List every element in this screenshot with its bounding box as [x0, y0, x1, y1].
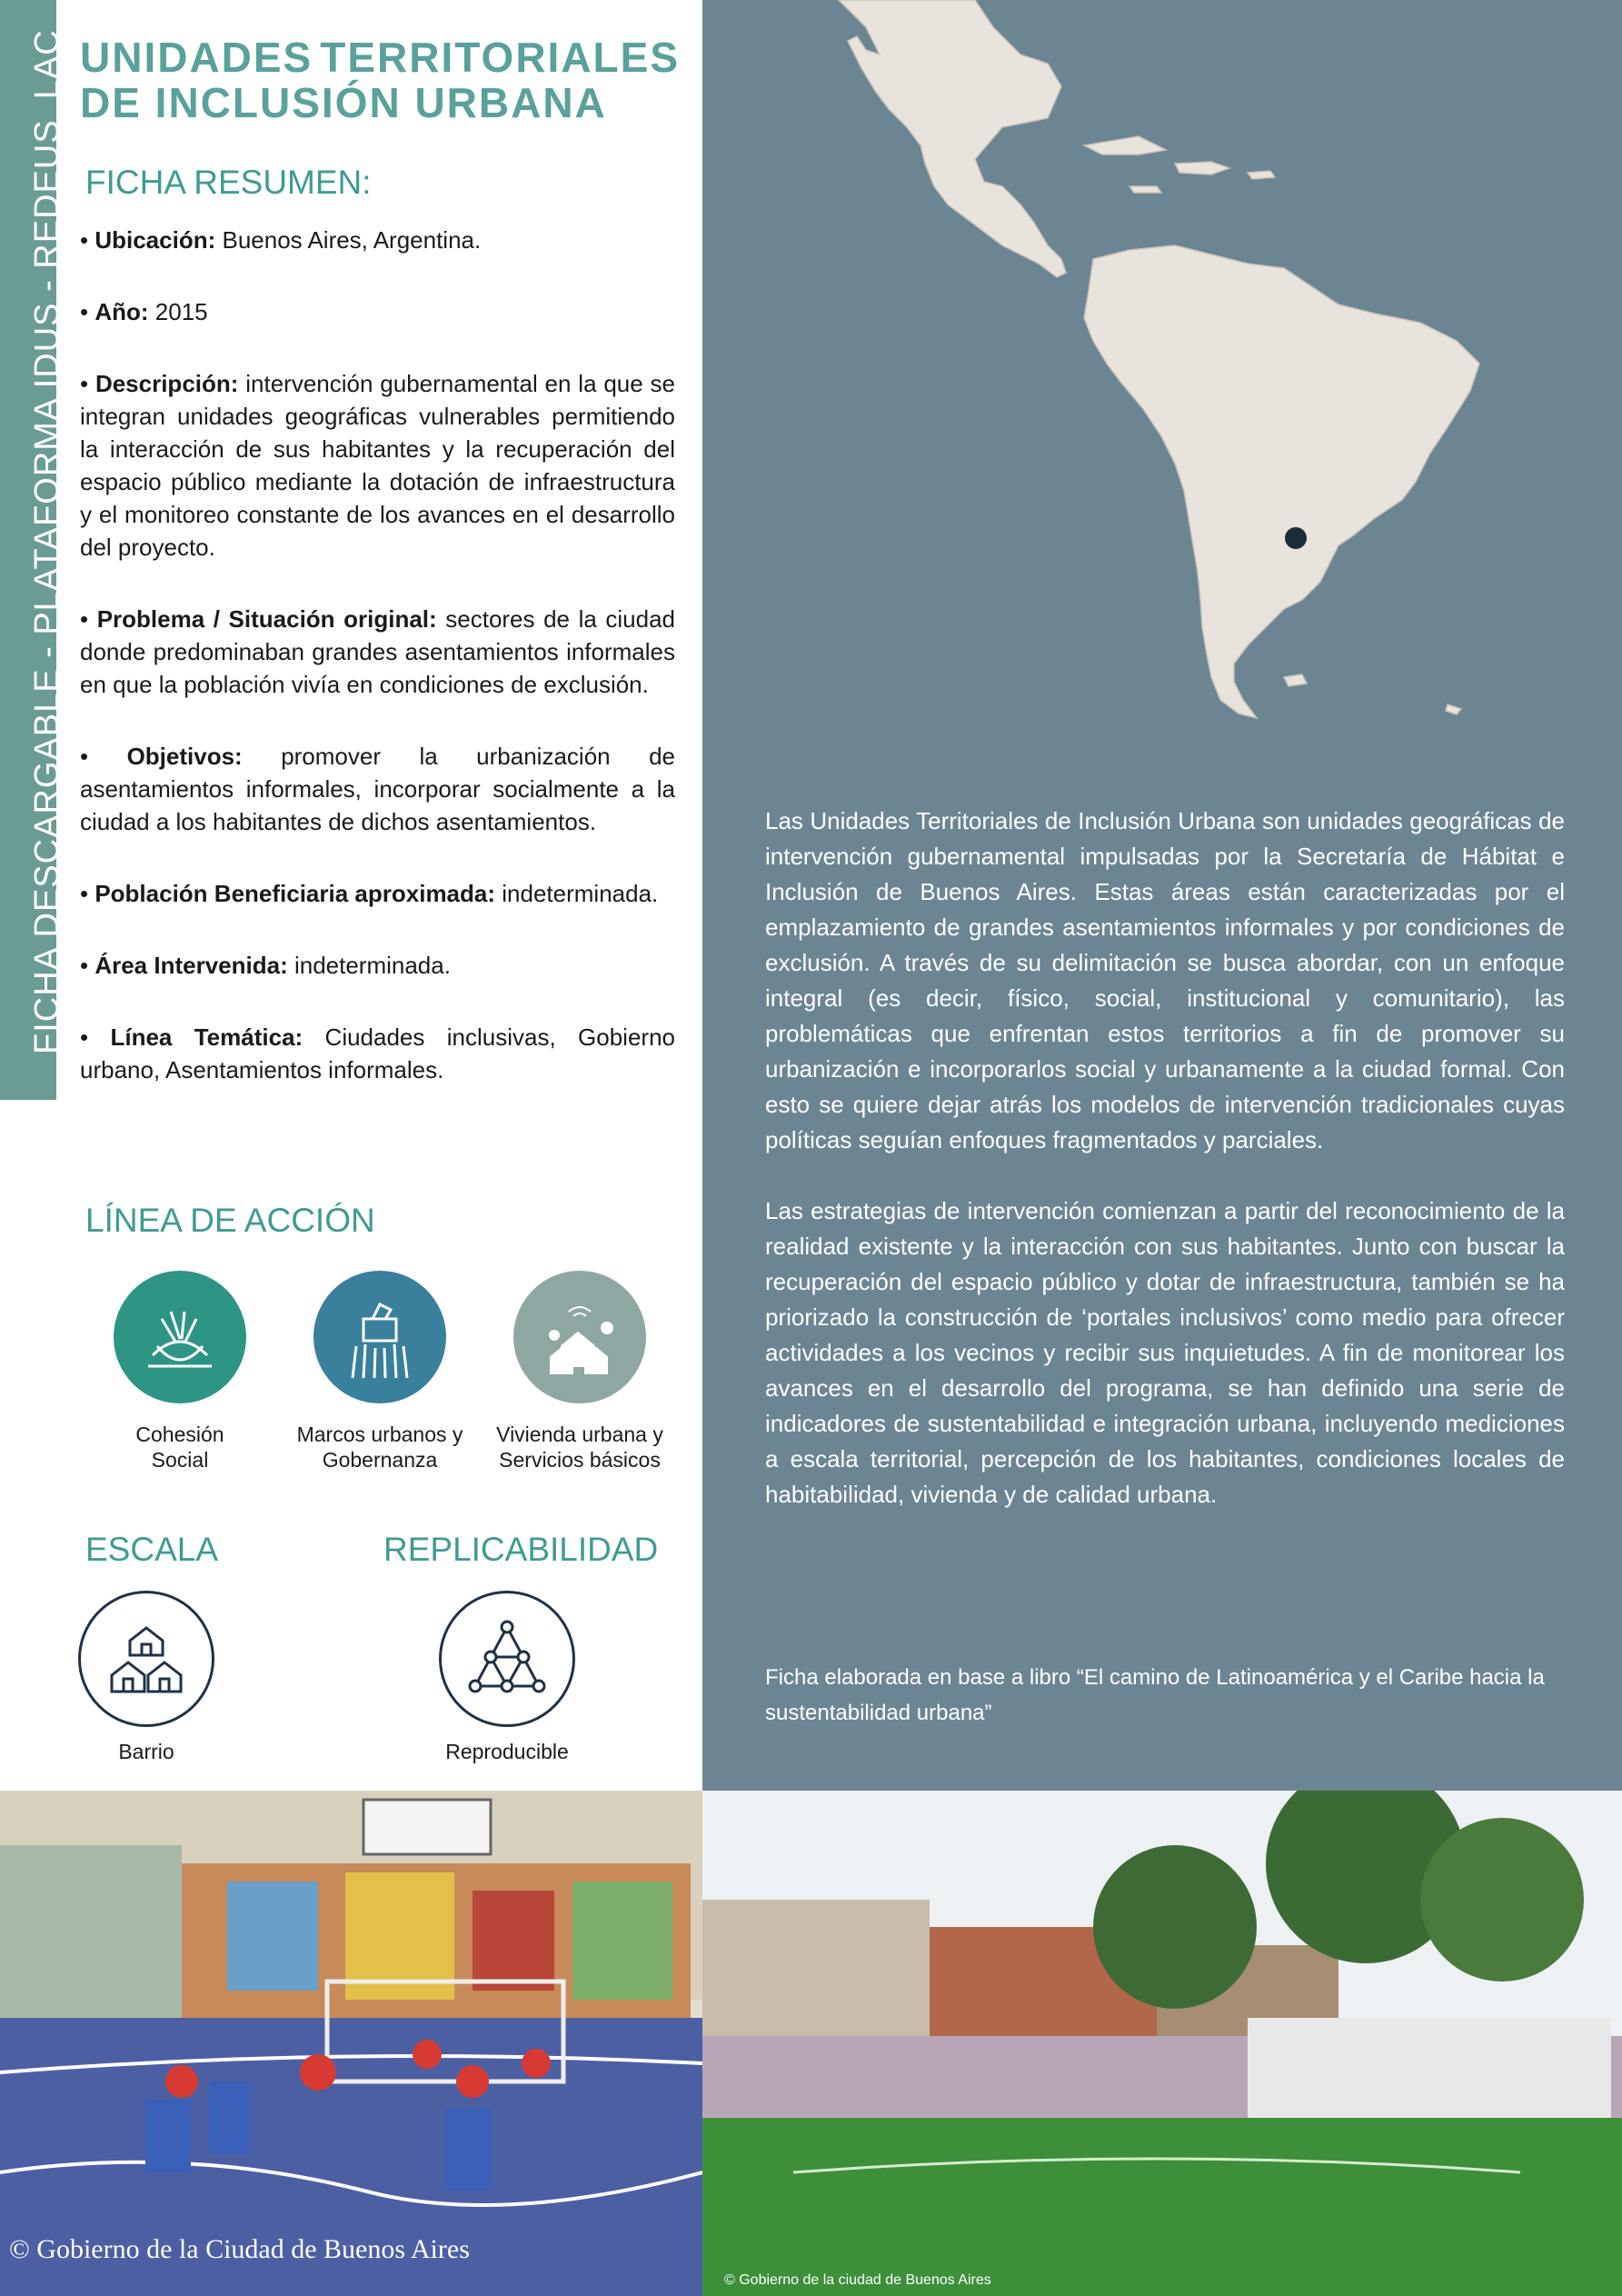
- action-label-line2: Servicios básicos: [499, 1448, 661, 1472]
- hands-together-icon: [114, 1271, 246, 1403]
- action-label-line1: Cohesión: [135, 1423, 224, 1446]
- action-label-line1: Marcos urbanos y: [296, 1423, 463, 1446]
- summary-item-location: • Ubicación: Buenos Aires, Argentina.: [80, 226, 482, 254]
- photo-soccer-field: [702, 1791, 1622, 2296]
- photo-children-court: [0, 1791, 702, 2296]
- summary-item-area: • Área Intervenida: indeterminada.: [80, 952, 451, 979]
- action-label-line2: Gobernanza: [322, 1448, 438, 1472]
- title-word-2: TERRITORIALES: [320, 34, 680, 81]
- scale-block: [78, 1591, 214, 1764]
- body-paragraph-1: Las Unidades Territoriales de Inclusión Urbana son unidades geográficas de intervención gubernamental impulsadas por la Secretaría de Hábitat e Inclusión de Buenos Aires. Estas áreas están caracterizadas por el emplazamiento de grandes asentamientos informales y por condiciones de exclusión. A través de su delimitación se busca abordar, con un enfoque integral (es decir, físico, social, institucional y comunitario), las problemáticas que enfrentan estos territorios a fin de promover su urbanización e incorporarlos social y urbanamente a la ciudad formal. Con esto se quiere dejar atrás los modelos de intervención tradicionales cuyas políticas seguían enfoques fragmentados y parciales.: [765, 807, 1565, 1153]
- network-triangle-icon: [439, 1591, 575, 1727]
- houses-services-icon: [513, 1271, 646, 1403]
- scale-heading: ESCALA: [85, 1531, 219, 1568]
- summary-item-population: • Población Beneficiaria aproximada: indeterminada.: [80, 880, 659, 907]
- body-paragraph-2: Las estrategias de intervención comienzan a partir del reconocimiento de la realidad existente y la interacción con sus habitantes. Junto con buscar la recuperación del espacio público y dotar de infraestructura, también se ha priorizado la construcción de ‘portales inclusivos’ como medio para ofrecer actividades a los vecinos y recibir sus inquietudes. A fin de monitorear los avances en el desarrollo del programa, se han definido una serie de indicadores de sustentabilidad e integración urbana, incluyendo mediciones a escala territorial, percepción de los habitantes, condiciones locales de habitabilidad, vivienda y de calidad urbana.: [765, 1197, 1565, 1508]
- action-cohesion: [80, 1271, 280, 1472]
- title-word-1: UNIDADES: [80, 34, 313, 81]
- summary-item-theme: • Línea Temática: Ciudades inclusivas, Gobierno urbano, Asentamientos informales.: [80, 1023, 675, 1083]
- page-title: [80, 35, 680, 125]
- scale-label: Barrio: [118, 1740, 174, 1763]
- latin-america-map: [702, 0, 1622, 745]
- summary-item-year: • Año: 2015: [80, 298, 208, 325]
- location-marker-icon: [1285, 527, 1307, 549]
- ballot-box-icon: [313, 1271, 446, 1403]
- summary-item-problem: • Problema / Situación original: sectores de la ciudad donde predominaban grandes asentamientos informales en que la población vivía en condiciones de exclusión.: [80, 605, 676, 698]
- summary-item-objectives: • Objetivos: promover la urbanización de asentamientos informales, incorporar socialmente a la ciudad a los habitantes de dichos asentamientos.: [80, 743, 676, 835]
- side-label: FICHA DESCARGABLE - PLATAFORMA IDUS - REDEUS_LAC: [28, 29, 66, 1054]
- action-heading: LÍNEA DE ACCIÓN: [85, 1202, 375, 1239]
- body-text: [765, 804, 1565, 1548]
- source-note: Ficha elaborada en base a libro “El camino de Latinoamérica y el Caribe hacia la sustentabilidad urbana”: [765, 1665, 1545, 1725]
- replicability-label: Reproducible: [445, 1740, 569, 1763]
- neighborhood-icon: [78, 1591, 214, 1727]
- action-governance: [280, 1271, 480, 1472]
- replicability-block: [439, 1591, 575, 1764]
- action-lines: [80, 1271, 680, 1472]
- summary-heading: FICHA RESUMEN:: [85, 164, 372, 201]
- summary-list: [80, 224, 675, 1125]
- photo-credit-right: © Gobierno de la ciudad de Buenos Aires: [724, 2272, 991, 2288]
- title-line-2: DE INCLUSIÓN URBANA: [80, 79, 607, 126]
- photo-credit-left: © Gobierno de la Ciudad de Buenos Aires: [9, 2234, 470, 2264]
- summary-item-description: • Descripción: intervención gubernamental en la que se integran unidades geográficas vulnerables permitiendo la interacción de sus habitantes y la recuperación del espacio público mediante la dotación de infraestructura y el monitoreo constante de los avances en el desarrollo del proyecto.: [80, 370, 676, 561]
- action-label-line2: Social: [151, 1448, 209, 1472]
- action-label-line1: Vivienda urbana y: [496, 1423, 663, 1446]
- action-housing: [480, 1271, 680, 1472]
- replicability-heading: REPLICABILIDAD: [383, 1531, 659, 1568]
